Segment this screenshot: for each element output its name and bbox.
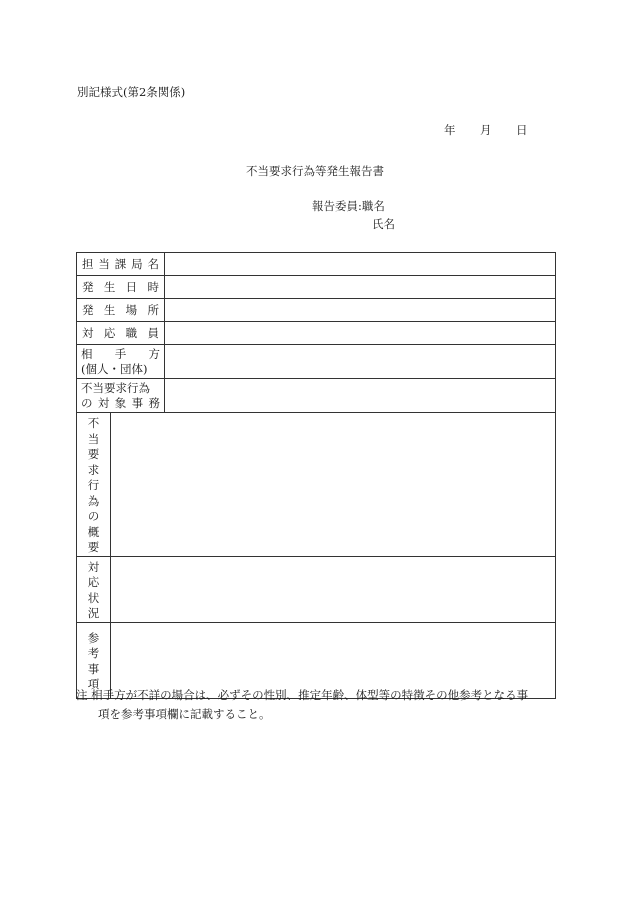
label-char: 職 — [125, 326, 138, 340]
counterparty-field[interactable] — [165, 345, 556, 379]
label-char: 考 — [87, 646, 100, 660]
label-char: 担 — [82, 257, 94, 271]
label-char: 生 — [103, 280, 116, 294]
label-char: 応 — [103, 326, 116, 340]
target-field[interactable] — [165, 379, 556, 413]
summary-field[interactable] — [111, 413, 556, 557]
label-char: 求 — [87, 462, 100, 477]
reporter-title-label: 報告委員:職名 — [312, 199, 385, 213]
label-char: 対 — [82, 326, 94, 340]
label-char: の — [87, 509, 100, 523]
table-row — [77, 379, 556, 413]
table-row — [77, 299, 556, 322]
label-char: 行 — [87, 478, 100, 492]
label-char: 当 — [98, 257, 110, 271]
label-char: 況 — [87, 606, 100, 620]
label-char: 時 — [147, 280, 159, 294]
label-char: 発 — [82, 280, 94, 294]
table-row — [77, 253, 556, 276]
table-row — [77, 556, 556, 622]
label-char: 方 — [148, 346, 160, 361]
label-char: 事 — [131, 395, 144, 410]
footnote — [76, 686, 528, 724]
label-char: 対 — [97, 395, 110, 410]
label-char: 不 — [87, 416, 100, 430]
label-char: 発 — [82, 303, 94, 317]
document-title: 不当要求行為等発生報告書 — [246, 164, 384, 178]
label-char: 概 — [87, 524, 100, 539]
label-char: 所 — [147, 303, 159, 317]
row-label-summary — [77, 413, 111, 557]
row-label-department — [77, 253, 165, 276]
label-char: 員 — [147, 326, 159, 340]
label-char: 日 — [125, 280, 138, 294]
row-label-response — [77, 556, 111, 622]
label-char: 対 — [87, 559, 100, 574]
footnote-line2: 項を参考事項欄に記載すること。 — [98, 707, 271, 721]
label-char: 生 — [103, 303, 116, 317]
row-label-location — [77, 299, 165, 322]
staff-field[interactable] — [165, 322, 556, 345]
label-char: 参 — [87, 630, 100, 645]
date-line — [444, 123, 528, 137]
label-char: 相 — [81, 346, 93, 361]
counterparty-sublabel: (個人・団体) — [81, 361, 148, 376]
label-char: 状 — [87, 590, 100, 605]
label-char: 事 — [87, 661, 100, 676]
label-char: 手 — [114, 346, 127, 361]
label-char: 名 — [147, 257, 159, 271]
label-char: 為 — [87, 493, 100, 508]
label-char: 項 — [87, 677, 100, 691]
form-header-label: 別記様式(第2条関係) — [77, 85, 186, 99]
label-char: 場 — [125, 303, 138, 317]
label-char: 当 — [87, 431, 100, 446]
table-row — [77, 413, 556, 557]
label-char: 局 — [131, 257, 143, 271]
datetime-field[interactable] — [165, 276, 556, 299]
table-row — [77, 345, 556, 379]
table-row — [77, 276, 556, 299]
label-char: 要 — [87, 447, 100, 461]
date-day: 日 — [516, 123, 528, 137]
department-field[interactable] — [165, 253, 556, 276]
reporter-name-label: 氏名 — [372, 217, 395, 231]
footnote-line1: 注 相手方が不詳の場合は、必ずその性別、推定年齢、体型等の特徴その他参考となる事 — [76, 688, 529, 702]
row-label-target — [77, 379, 165, 413]
target-label-line1: 不当要求行為 — [81, 380, 150, 395]
row-label-datetime — [77, 276, 165, 299]
report-form-table — [76, 252, 556, 699]
label-char: 応 — [87, 575, 100, 589]
label-char: 要 — [87, 540, 100, 554]
date-year: 年 — [444, 123, 456, 137]
label-char: の — [81, 395, 93, 410]
label-char: 象 — [114, 395, 127, 410]
row-label-counterparty — [77, 345, 165, 379]
table-row — [77, 322, 556, 345]
date-month: 月 — [480, 123, 492, 137]
label-char: 務 — [148, 395, 160, 410]
row-label-staff — [77, 322, 165, 345]
location-field[interactable] — [165, 299, 556, 322]
response-field[interactable] — [111, 556, 556, 622]
label-char: 課 — [114, 257, 127, 271]
